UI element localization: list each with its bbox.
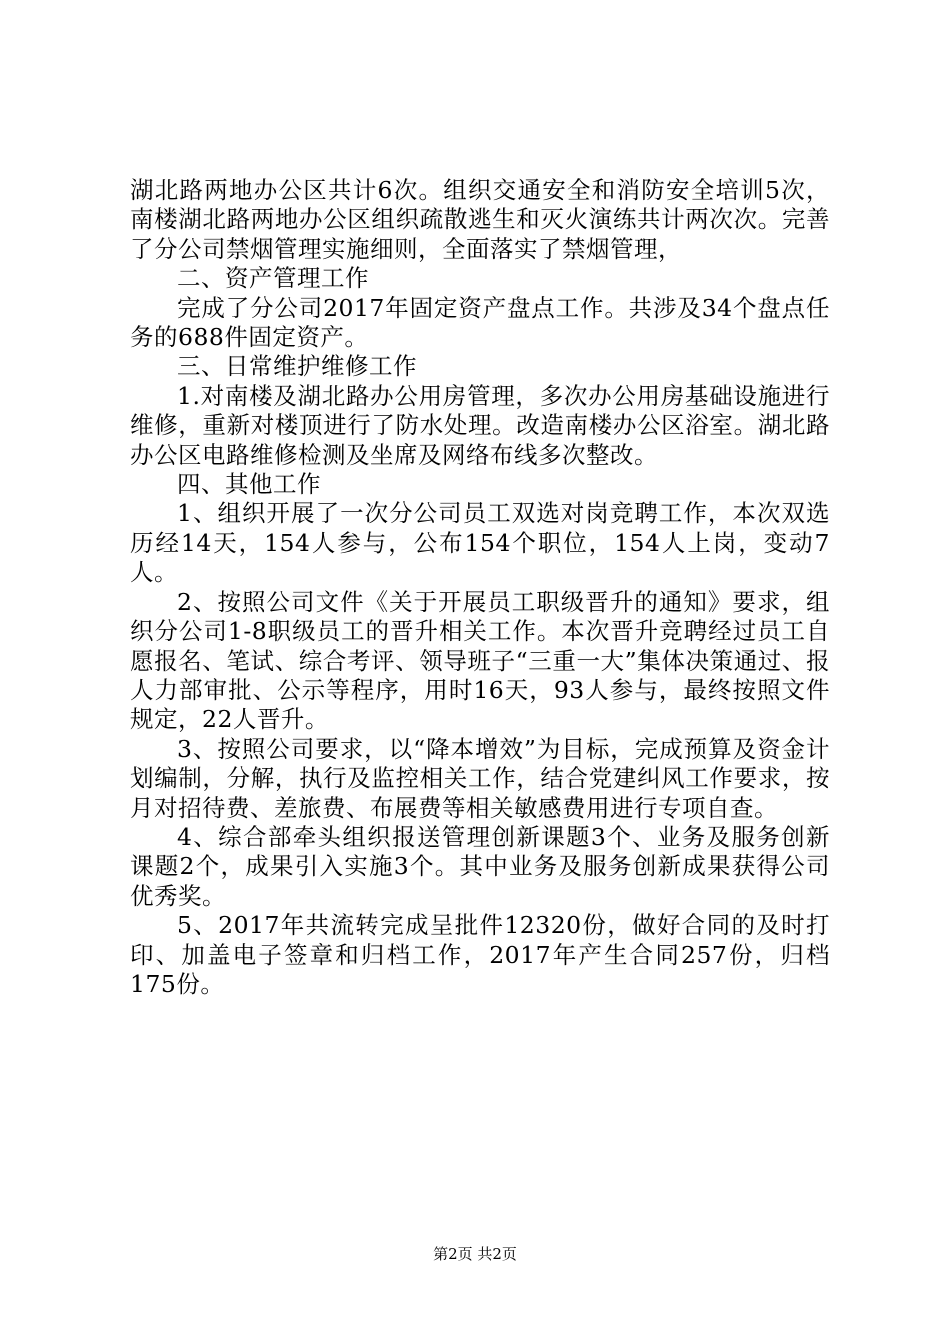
heading-other-work: 四、其他工作 (177, 470, 321, 499)
paragraph-maintenance-item-1: 1.对南楼及湖北路办公用房管理，多次办公用房基础设施进行维修，重新对楼顶进行了防水处理。改造南楼办公区浴室。湖北路办公区电路维修检测及坐席及网络布线多次整改。 (130, 381, 830, 469)
page-footer: 第2页 共2页 (433, 1245, 517, 1263)
paragraph-other-item-5: 5、2017年共流转完成呈批件12320份，做好合同的及时打印、加盖电子签章和归档工作，2017年产生合同257份，归档175份。 (130, 911, 830, 998)
heading-asset-management: 二、资产管理工作 (177, 264, 369, 293)
document-body (130, 176, 830, 999)
paragraph-other-item-3: 3、按照公司要求，以“降本增效”为目标，完成预算及资金计划编制，分解，执行及监控相关工作，结合党建纠风工作要求，按月对招待费、差旅费、布展费等相关敏感费用进行专项自查。 (130, 734, 830, 822)
paragraph-other-item-4: 4、综合部牵头组织报送管理创新课题3个、业务及服务创新课题2个，成果引入实施3个。其中业务及服务创新成果获得公司优秀奖。 (130, 822, 830, 910)
paragraph-asset-inventory: 完成了分公司2017年固定资产盘点工作。共涉及34个盘点任务的688件固定资产。 (130, 293, 830, 352)
paragraph-safety-summary: 湖北路两地办公区共计6次。组织交通安全和消防安全培训5次，南楼湖北路两地办公区组织疏散逃生和灭火演练共计两次次。完善了分公司禁烟管理实施细则，全面落实了禁烟管理， (130, 176, 830, 263)
paragraph-other-item-1: 1、组织开展了一次分公司员工双选对岗竞聘工作，本次双选历经14天，154人参与，公布154个职位，154人上岗，变动7人。 (130, 499, 830, 587)
paragraph-other-item-2: 2、按照公司文件《关于开展员工职级晋升的通知》要求，组织分公司1-8职级员工的晋升相关工作。本次晋升竞聘经过员工自愿报名、笔试、综合考评、领导班子“三重一大”集体决策通过、报人力部审批、公示等程序，用时16天，93人参与，最终按照文件规定，22人晋升。 (130, 587, 830, 734)
heading-maintenance: 三、日常维护维修工作 (177, 352, 417, 381)
